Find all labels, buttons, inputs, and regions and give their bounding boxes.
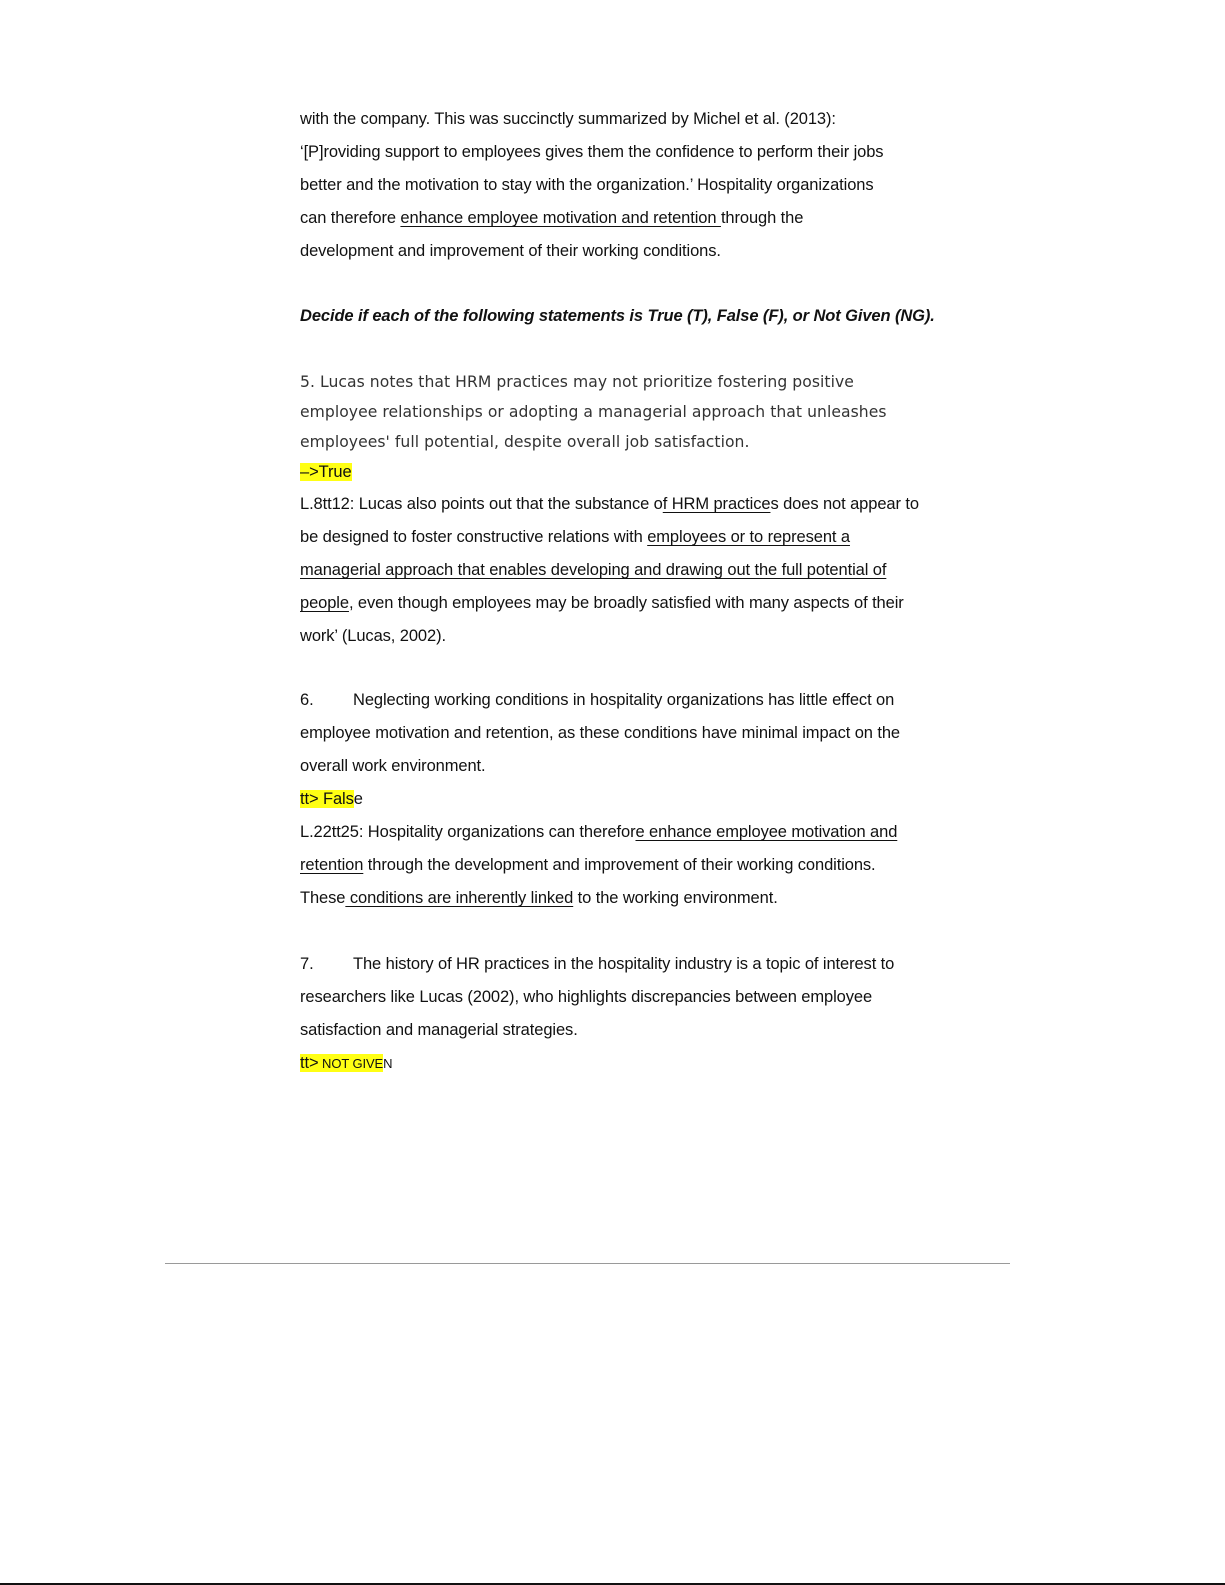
intro-line-4 bbox=[300, 208, 803, 228]
q6-statement-line-2: employee motivation and retention, as these conditions have minimal impact on the bbox=[300, 724, 900, 742]
q5-evidence-tail: s does not appear to bbox=[770, 495, 919, 513]
q7-answer bbox=[300, 1053, 392, 1074]
q5-statement-line-1: 5. Lucas notes that HRM practices may not prioritize fostering positive bbox=[300, 373, 854, 391]
q5-evidence-line-4 bbox=[300, 593, 904, 613]
q6-statement-line-3: overall work environment. bbox=[300, 757, 486, 775]
underlined-phrase: e enhance employee motivation and bbox=[635, 823, 898, 841]
underlined-phrase: conditions are inherently linked bbox=[345, 889, 574, 907]
intro-line-2: ‘[P]roviding support to employees gives them the confidence to perform their jobs bbox=[300, 143, 884, 161]
q6-answer-highlight: tt> Fals bbox=[300, 790, 354, 808]
underlined-phrase: enhance employee motivation and retention bbox=[400, 209, 721, 227]
q7-statement-line-3: satisfaction and managerial strategies. bbox=[300, 1021, 578, 1039]
q7-answer-tail: N bbox=[383, 1056, 393, 1071]
q7-number: 7. bbox=[300, 955, 314, 973]
q7-statement-line-2: researchers like Lucas (2002), who highlights discrepancies between employee bbox=[300, 988, 873, 1006]
q5-answer bbox=[300, 462, 352, 482]
q7-answer-arrow: tt> bbox=[300, 1054, 319, 1072]
q6-evidence-text: These bbox=[300, 889, 346, 907]
q6-evidence-tail: through the development and improvement of their working conditions. bbox=[363, 856, 876, 874]
q5-evidence-line-5: work’ (Lucas, 2002). bbox=[300, 627, 446, 645]
q5-evidence-line-2 bbox=[300, 527, 850, 547]
instruction-heading: Decide if each of the following statements is True (T), False (F), or Not Given (NG). bbox=[300, 307, 935, 325]
q5-evidence-tail: , even though employees may be broadly satisfied with many aspects of their bbox=[348, 594, 904, 612]
q6-answer bbox=[300, 789, 363, 809]
underlined-phrase: employees or to represent a bbox=[647, 528, 850, 546]
q7-statement-text: The history of HR practices in the hospitality industry is a topic of interest to bbox=[353, 955, 895, 973]
intro-line-4-text: can therefore bbox=[300, 209, 401, 227]
intro-line-4-tail: through the bbox=[720, 209, 804, 227]
intro-line-1: with the company. This was succinctly summarized by Michel et al. (2013): bbox=[300, 110, 836, 128]
underlined-phrase: people bbox=[300, 594, 349, 612]
q6-statement-line-1 bbox=[300, 690, 894, 710]
underlined-phrase: managerial approach that enables developing and drawing out the full potential of bbox=[300, 561, 887, 579]
q6-evidence-line-2 bbox=[300, 855, 876, 875]
q6-statement-text: Neglecting working conditions in hospitality organizations has little effect on bbox=[353, 691, 895, 709]
underlined-phrase: f HRM practice bbox=[662, 495, 771, 513]
q6-evidence-tail: to the working environment. bbox=[573, 889, 778, 907]
intro-line-3: better and the motivation to stay with the organization.’ Hospitality organizations bbox=[300, 176, 874, 194]
q6-evidence-line-3 bbox=[300, 888, 778, 908]
q5-statement-line-3: employees' full potential, despite overall job satisfaction. bbox=[300, 433, 750, 451]
q7-answer-label: NOT GIVE bbox=[318, 1056, 384, 1071]
underlined-phrase: retention bbox=[300, 856, 364, 874]
q5-evidence-text: L.8tt12: Lucas also points out that the substance o bbox=[300, 495, 663, 513]
page-footer-divider bbox=[165, 1263, 1010, 1264]
q5-evidence-line-1 bbox=[300, 494, 919, 514]
q7-statement-line-1 bbox=[300, 954, 894, 974]
intro-line-5: development and improvement of their working conditions. bbox=[300, 242, 721, 260]
q7-answer-highlight bbox=[300, 1054, 383, 1072]
q6-evidence-line-1 bbox=[300, 822, 897, 842]
q5-statement-line-2: employee relationships or adopting a managerial approach that unleashes bbox=[300, 403, 887, 421]
q5-evidence-line-3 bbox=[300, 560, 886, 580]
q5-answer-highlight: –>True bbox=[300, 463, 352, 481]
q6-answer-tail: e bbox=[353, 790, 363, 808]
q6-evidence-text: L.22tt25: Hospitality organizations can therefor bbox=[300, 823, 636, 841]
q5-evidence-text: be designed to foster constructive relations with bbox=[300, 528, 648, 546]
q6-number: 6. bbox=[300, 691, 314, 709]
